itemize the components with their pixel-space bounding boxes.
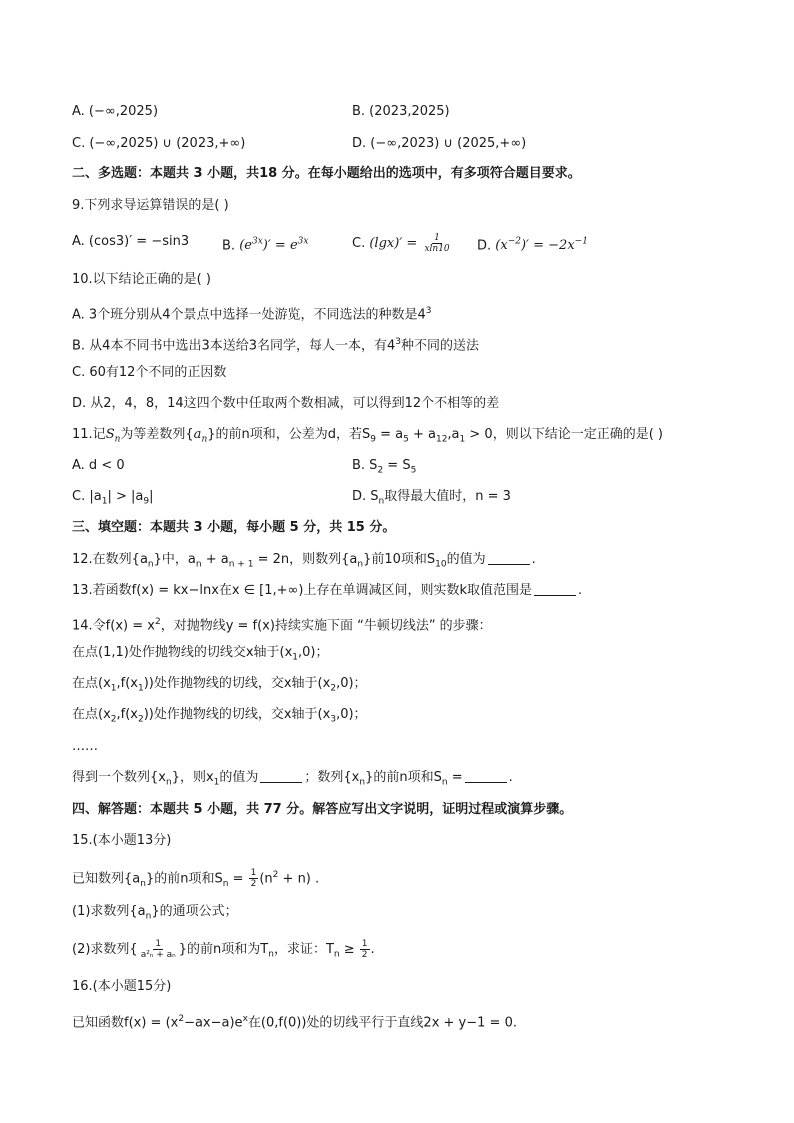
- q14-stem: 14.令$f(x) = x^2$，对抛物线y = f(x)持续实施下面 “牛顿切线法” 的步骤：: [72, 617, 492, 634]
- q14-step-3: 在点$(x_2,f(x_2))$处作抛物线的切线，交x轴于$(x_3,0)$；: [72, 707, 367, 725]
- q11-option-d: D. $S_n$取得最大值时，n = 3: [352, 489, 511, 507]
- section-heading-solutions: 四、解答题：本题共 5 小题，共 77 分。解答应写出文字说明，证明过程或演算步骤。: [72, 802, 573, 817]
- q14-step-2: 在点$(x_1,f(x_1))$处作抛物线的切线，交x轴于$(x_2,0)$；: [72, 676, 367, 694]
- q11-option-b: B. $S_2 = S_5$: [352, 458, 417, 476]
- q14-answer-blank-1[interactable]: [260, 770, 302, 783]
- q11-option-a: A. d < 0: [72, 458, 125, 473]
- q15-title: 15.(本小题13分): [72, 833, 172, 848]
- q12-text: 12.在数列$\{a_n\}$中，$a_n + a_{n + 1} = 2n$，则数列$\{a_n\}$前10项和$S_{10}$的值为 .: [72, 552, 536, 570]
- q14-step-1: 在点(1,1)处作抛物线的切线交x轴于$(x_1,0)$；: [72, 645, 329, 663]
- q11-option-c: C. $|a_1| > |a_9|$: [72, 489, 154, 507]
- q10-option-d: D. 从2，4，8，14这四个数中任取两个数相减，可以得到12个不相等的差: [72, 396, 500, 411]
- section-heading-fill-in: 三、填空题：本题共 3 小题，每小题 5 分，共 15 分。: [72, 520, 396, 535]
- q15-part-2-fraction: $\frac{1}{\text{a²ₙ + aₙ}}$: [140, 939, 176, 960]
- q14-final: 得到一个数列$\{x_n\}$，则$x_1$的值为 ；数列$\{x_n\}$的前n项和$S_n$ = .: [72, 770, 513, 788]
- q8-option-a: A. (−∞,2025): [72, 104, 159, 119]
- q15-part-2: (2)求数列{ $\frac{1}{\text{a²ₙ + aₙ}}$ }的前n项和为$T_n$，求证：$T_n$ ≥ $\frac{1}{2}$ .: [72, 939, 375, 960]
- q9-option-d: D. $(x^{-2})' = -2x^{-1}$: [477, 237, 588, 254]
- q11-stem: 11.记$S_n$为等差数列$\{a_n\}$的前n项和，公差为d，若$S_9 = a_5 + a_{12},a_1 > 0$，则以下结论一定正确的是( ): [72, 427, 663, 445]
- q16-title: 16.(本小题15分): [72, 979, 172, 994]
- q9-option-a: A. (cos3)′ = −sin3: [72, 234, 190, 249]
- q16-given: 已知函数$f(x) = (x^2-ax-a)e^x$在(0,f(0))处的切线平行于直线2x + y−1 = 0.: [72, 1014, 517, 1031]
- q9-option-b: B. $(e^{3x})' = e^{3x}$: [222, 237, 309, 254]
- q15-given: 已知数列$\{a_n\}$的前n项和$S_n$ = $\frac{1}{2}$ $(n^2 + n)$ .: [72, 868, 320, 890]
- section-heading-multiple-choice: 二、多选题：本题共 3 小题，共18 分。在每小题给出的选项中，有多项符合题目要求。: [72, 166, 581, 181]
- q12-answer-blank[interactable]: [488, 552, 530, 565]
- q9-option-c-fraction: $\frac{1}{xln10}$: [424, 233, 450, 254]
- q8-option-d: D. (−∞,2023) ∪ (2025,+∞): [352, 136, 527, 151]
- q15-part-2-fraction-half: $\frac{1}{2}$: [361, 939, 368, 960]
- q10-option-a: A. 3个班分别从4个景点中选择一处游览，不同选法的种数是$4^3$: [72, 306, 432, 323]
- q9-option-c: C. (lgx)′ = $\frac{1}{xln10}$: [352, 233, 450, 254]
- q15-fraction-half: $\frac{1}{2}$: [250, 868, 257, 890]
- q10-option-c: C. 60有12个不同的正因数: [72, 365, 227, 380]
- q13-text: 13.若函数f(x) = kx−lnx在x ∈ [1,+∞)上存在单调减区间，则实数k取值范围是 .: [72, 583, 583, 598]
- q13-answer-blank[interactable]: [534, 583, 576, 596]
- q14-answer-blank-2[interactable]: [465, 770, 507, 783]
- q14-ellipsis: ……: [72, 739, 98, 754]
- q10-stem: 10.以下结论正确的是( ): [72, 272, 211, 287]
- q15-part-1: (1)求数列$\{a_n\}$的通项公式；: [72, 904, 238, 922]
- q8-option-b: B. (2023,2025): [352, 104, 450, 119]
- q10-option-b: B. 从4本不同书中选出3本送给3名同学，每人一本，有$4^3$种不同的送法: [72, 337, 480, 354]
- q8-option-c: C. (−∞,2025) ∪ (2023,+∞): [72, 136, 246, 151]
- q9-stem: 9.下列求导运算错误的是( ): [72, 198, 229, 213]
